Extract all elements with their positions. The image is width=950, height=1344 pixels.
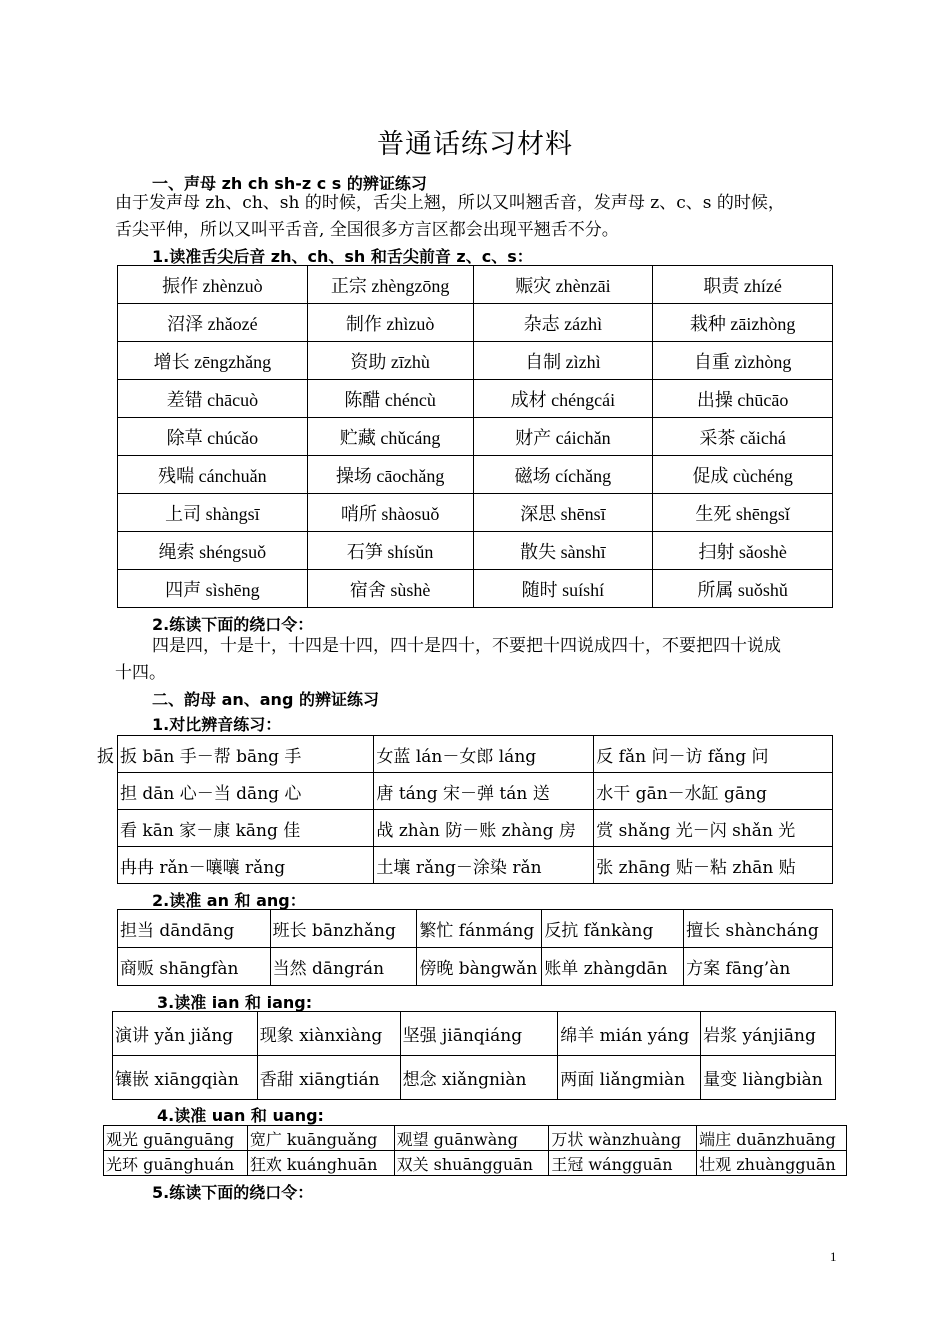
table-cell: 看 kān 家－康 kāng 佳 [118, 810, 374, 847]
table-cell: 增长 zēngzhǎng [118, 342, 308, 380]
table-cell: 万状 wànzhuàng [549, 1126, 697, 1151]
section1-heading: 一、声母 zh ch sh-z c s 的辨证练习 [152, 174, 427, 193]
table-cell: 香甜 xiāngtián [257, 1056, 400, 1100]
table-row [118, 532, 833, 570]
table-cell: 绳索 shéngsuǒ [118, 532, 308, 570]
table-cell: 磁场 cíchǎng [473, 456, 653, 494]
zh-z-table [117, 265, 833, 608]
table-cell: 所属 suǒshǔ [653, 570, 833, 608]
table-cell: 镶嵌 xiāngqiàn [113, 1056, 258, 1100]
table-cell: 制作 zhìzuò [307, 304, 473, 342]
table-cell: 光环 guānghuán [104, 1151, 248, 1176]
table-cell: 傍晚 bàngwǎn [417, 948, 542, 986]
table-row [118, 494, 833, 532]
an-ang-contrast-table [117, 735, 833, 884]
section1-sub1-heading: 1.读准舌尖后音 zh、ch、sh 和舌尖前音 z、c、s： [152, 247, 533, 266]
tongue-twister-1 [115, 633, 845, 687]
table-cell: 担 dān 心－当 dāng 心 [118, 773, 374, 810]
table-cell: 班长 bānzhǎng [270, 910, 417, 948]
ian-iang-table [112, 1011, 836, 1100]
table-cell: 差错 chācuò [118, 380, 308, 418]
section2-sub4-heading: 4.读准 uan 和 uang: [157, 1106, 324, 1125]
table-cell: 担当 dāndāng [118, 910, 271, 948]
table-cell: 观望 guānwàng [394, 1126, 549, 1151]
section2-sub3-heading: 3.读准 ian 和 iang: [157, 993, 313, 1012]
table-cell: 振作 zhènzuò [118, 266, 308, 304]
table-cell: 赏 shǎng 光－闪 shǎn 光 [594, 810, 833, 847]
intro-line-1: 由于发声母 zh、ch、sh 的时候，舌尖上翘，所以又叫翘舌音，发声母 z、c、s 的时候， [115, 193, 785, 213]
table-row [113, 1012, 836, 1056]
table-cell: 陈醋 chéncù [307, 380, 473, 418]
table-cell: 残喘 cánchuǎn [118, 456, 308, 494]
an-ang-table [117, 909, 833, 986]
table-cell: 扫射 sǎoshè [653, 532, 833, 570]
table-cell: 反 fǎn 问－访 fǎng 问 [594, 736, 833, 773]
table-cell: 扳 bān 手－帮 bāng 手 [118, 736, 374, 773]
table-cell: 想念 xiǎngniàn [400, 1056, 558, 1100]
table-cell: 冉冉 rǎn－嚷嚷 rǎng [118, 847, 374, 884]
table-cell: 随时 suíshí [473, 570, 653, 608]
table-cell: 沼泽 zhǎozé [118, 304, 308, 342]
table-cell: 账单 zhàngdān [542, 948, 684, 986]
table-cell: 栽种 zāizhòng [653, 304, 833, 342]
table-cell: 四声 sìshēng [118, 570, 308, 608]
tongue-line-2: 十四。 [115, 663, 166, 683]
table-row [104, 1151, 847, 1176]
table-cell: 采茶 cǎichá [653, 418, 833, 456]
table-cell: 繁忙 fánmáng [417, 910, 542, 948]
table-cell: 出操 chūcāo [653, 380, 833, 418]
table-cell: 端庄 duānzhuāng [697, 1126, 847, 1151]
table-cell: 演讲 yǎn jiǎng [113, 1012, 258, 1056]
table-cell: 观光 guānguāng [104, 1126, 248, 1151]
table-cell: 唐 táng 宋－弹 tán 送 [374, 773, 594, 810]
table-cell: 宽广 kuānguǎng [247, 1126, 394, 1151]
table-cell: 当然 dāngrán [270, 948, 417, 986]
tongue-line-1: 四是四，十是十，十四是十四，四十是四十，不要把十四说成四十，不要把四十说成 [152, 636, 781, 656]
table-row [118, 810, 833, 847]
table-cell: 两面 liǎngmiàn [558, 1056, 701, 1100]
table-row [118, 910, 833, 948]
table-cell: 擅长 shàncháng [684, 910, 833, 948]
table-cell: 张 zhāng 贴－粘 zhān 贴 [594, 847, 833, 884]
table-row [118, 418, 833, 456]
table-cell: 操场 cāochǎng [307, 456, 473, 494]
table-row [104, 1126, 847, 1151]
table-cell: 双关 shuāngguān [394, 1151, 549, 1176]
table-cell: 上司 shàngsī [118, 494, 308, 532]
uan-uang-table [103, 1125, 847, 1176]
table-cell: 宿舍 sùshè [307, 570, 473, 608]
table-row [118, 948, 833, 986]
table-row [118, 456, 833, 494]
table-cell: 战 zhàn 防－账 zhàng 房 [374, 810, 594, 847]
table-cell: 狂欢 kuánghuān [247, 1151, 394, 1176]
table-row [118, 570, 833, 608]
table-cell: 哨所 shàosuǒ [307, 494, 473, 532]
table-cell: 现象 xiànxiàng [257, 1012, 400, 1056]
table-row [118, 266, 833, 304]
table-cell: 促成 cùchéng [653, 456, 833, 494]
table-cell: 赈灾 zhènzāi [473, 266, 653, 304]
table-cell: 成材 chéngcái [473, 380, 653, 418]
table-cell: 商贩 shāngfàn [118, 948, 271, 986]
table-row [118, 380, 833, 418]
table-cell: 王冠 wángguān [549, 1151, 697, 1176]
table-cell: 自重 zìzhòng [653, 342, 833, 380]
table-cell: 资助 zīzhù [307, 342, 473, 380]
section2-heading: 二、韵母 an、ang 的辨证练习 [152, 690, 379, 709]
section1-sub2-heading: 2.练读下面的绕口令： [152, 615, 314, 634]
section2-sub5-heading: 5.练读下面的绕口令： [152, 1183, 314, 1202]
table-row [118, 773, 833, 810]
table-cell: 量变 liàngbiàn [701, 1056, 836, 1100]
intro-line-2: 舌尖平伸，所以又叫平舌音, 全国很多方言区都会出现平翘舌不分。 [115, 220, 619, 240]
table-cell: 水干 gān－水缸 gāng [594, 773, 833, 810]
table-cell: 杂志 zázhì [473, 304, 653, 342]
table-cell: 岩浆 yánjiāng [701, 1012, 836, 1056]
table-cell: 正宗 zhèngzōng [307, 266, 473, 304]
stray-character: 扳 [97, 747, 114, 767]
table-cell: 贮藏 chǔcáng [307, 418, 473, 456]
section1-intro [115, 190, 845, 244]
table-row [118, 304, 833, 342]
table-cell: 除草 chúcǎo [118, 418, 308, 456]
page-number: 1 [830, 1249, 837, 1264]
table-cell: 职责 zhízé [653, 266, 833, 304]
table-cell: 壮观 zhuàngguān [697, 1151, 847, 1176]
table-cell: 自制 zìzhì [473, 342, 653, 380]
section2-sub2-heading: 2.读准 an 和 ang： [152, 891, 306, 910]
table-cell: 石笋 shísǔn [307, 532, 473, 570]
table-cell: 反抗 fǎnkàng [542, 910, 684, 948]
table-cell: 女蓝 lán－女郎 láng [374, 736, 594, 773]
table-cell: 绵羊 mián yáng [558, 1012, 701, 1056]
table-cell: 方案 fāng’àn [684, 948, 833, 986]
table-cell: 土壤 rǎng－涂染 rǎn [374, 847, 594, 884]
page-title: 普通话练习材料 [377, 129, 573, 160]
table-row [118, 342, 833, 380]
table-cell: 生死 shēngsǐ [653, 494, 833, 532]
table-cell: 财产 cáichǎn [473, 418, 653, 456]
table-row [113, 1056, 836, 1100]
table-cell: 深思 shēnsī [473, 494, 653, 532]
table-cell: 坚强 jiānqiáng [400, 1012, 558, 1056]
table-row [118, 736, 833, 773]
section2-sub1-heading: 1.对比辨音练习： [152, 715, 282, 734]
table-cell: 散失 sànshī [473, 532, 653, 570]
table-row [118, 847, 833, 884]
